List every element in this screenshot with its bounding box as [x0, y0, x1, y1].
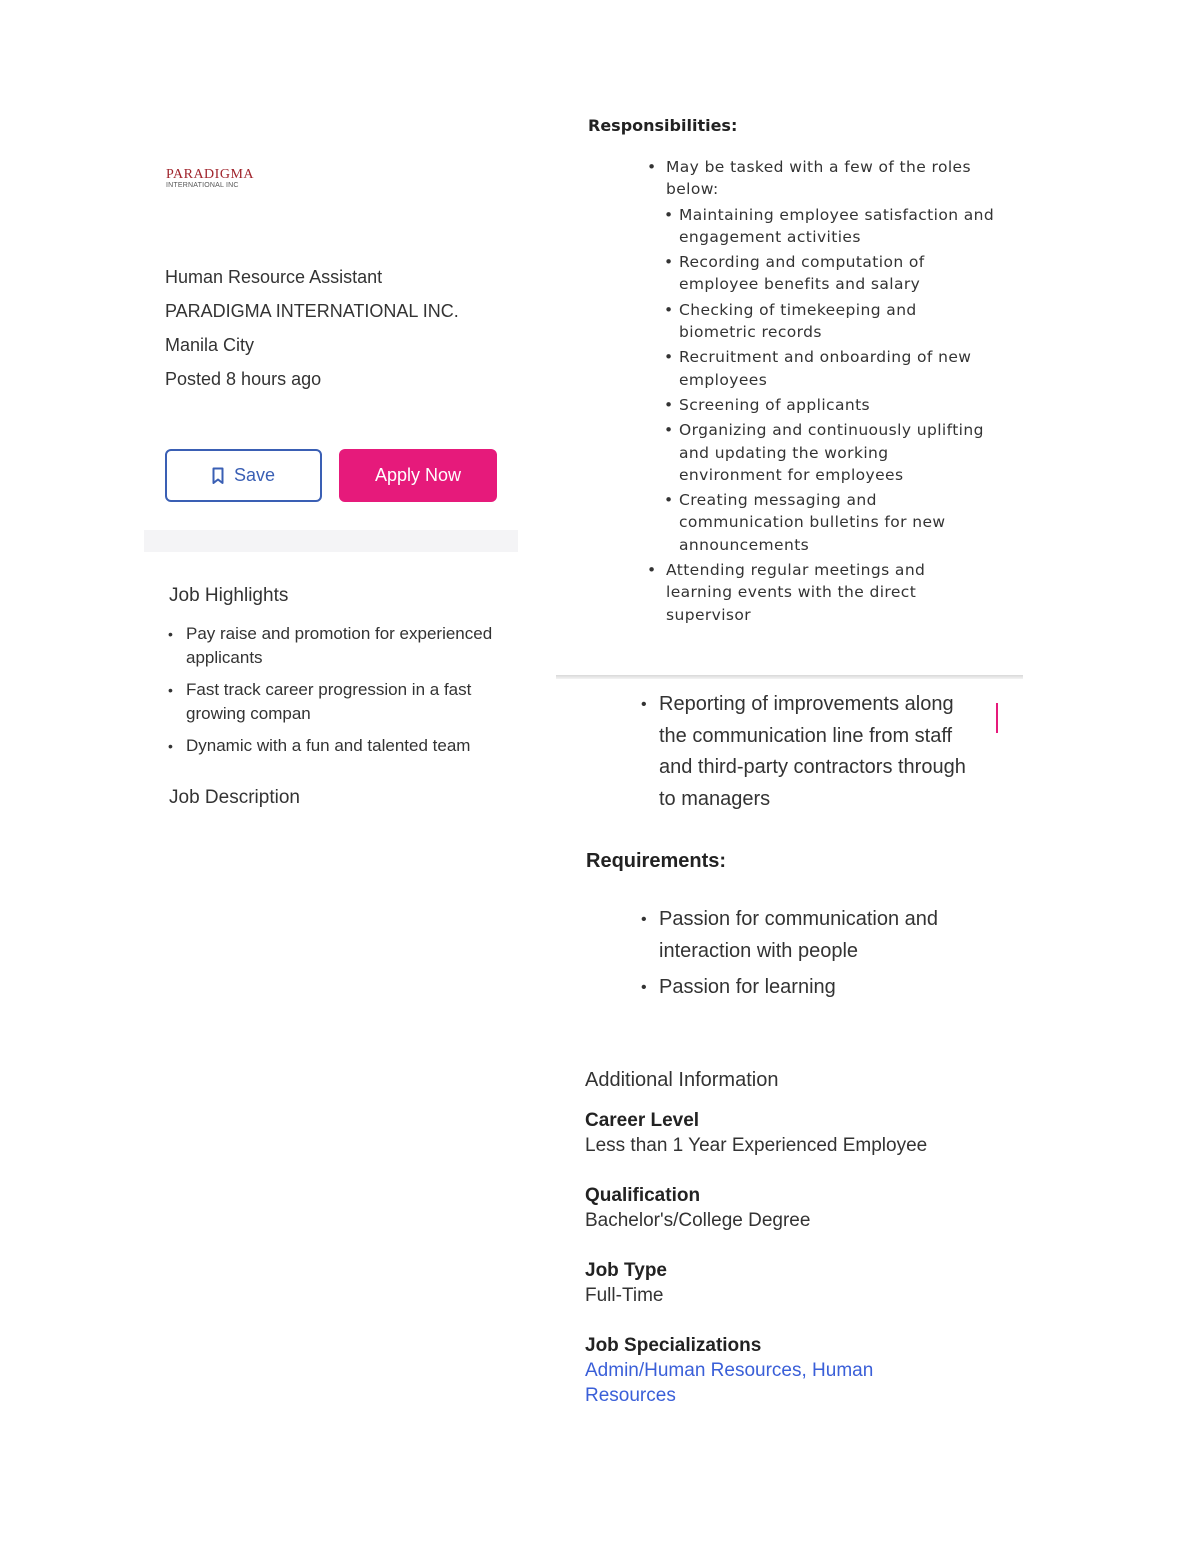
qualification-value: Bachelor's/College Degree — [585, 1210, 811, 1231]
job-title: Human Resource Assistant — [165, 267, 383, 287]
career-level-value: Less than 1 Year Experienced Employee — [585, 1135, 928, 1156]
list-item: • Checking of timekeeping and biometric records — [666, 299, 995, 344]
save-label: Save — [233, 465, 276, 485]
career-level-label: Career Level — [585, 1110, 700, 1131]
list-item: • Pay raise and promotion for experienced applicants — [165, 622, 515, 670]
list-item: • Passion for communication and interaction with people — [641, 904, 981, 967]
section-divider — [144, 530, 518, 552]
company-logo — [166, 167, 255, 192]
list-item: • Reporting of improvements along the communication line from staff and third-party contractors through to managers — [641, 689, 981, 815]
posted-time: Posted 8 hours ago — [165, 369, 322, 389]
responsibilities-intro: May be tasked with a few of the roles below: — [666, 158, 971, 199]
job-type-label: Job Type — [585, 1260, 667, 1281]
job-description-heading: Job Description — [169, 787, 300, 808]
list-item: • Maintaining employee satisfaction and engagement activities — [666, 204, 995, 249]
bookmark-icon — [212, 467, 224, 485]
text-cursor — [996, 703, 998, 733]
list-item: • Organizing and continuously uplifting and updating the working environment for employees — [666, 419, 995, 486]
list-item: • Passion for learning — [641, 972, 981, 1004]
list-item: • Attending regular meetings and learning events with the direct supervisor — [645, 559, 995, 626]
job-highlights-list — [165, 622, 515, 766]
requirements-list — [641, 904, 981, 1009]
requirements-heading: Requirements: — [586, 850, 727, 872]
logo-subtitle: INTERNATIONAL INC — [166, 182, 239, 189]
list-item: • Recording and computation of employee benefits and salary — [666, 251, 995, 296]
responsibilities-heading: Responsibilities: — [588, 116, 738, 135]
list-item — [645, 156, 995, 556]
reporting-list — [641, 689, 981, 820]
list-item: • Recruitment and onboarding of new employees — [666, 346, 995, 391]
additional-info-heading: Additional Information — [585, 1069, 779, 1091]
apply-now-button[interactable] — [339, 449, 497, 502]
screenshot-divider — [556, 675, 1023, 679]
job-location: Manila City — [165, 335, 255, 355]
responsibilities-list — [645, 156, 995, 629]
logo-name: PARADIGMA — [166, 167, 255, 182]
list-item: • Dynamic with a fun and talented team — [165, 734, 515, 758]
list-item: • Screening of applicants — [666, 394, 995, 416]
job-specializations-link[interactable]: Admin/Human Resources, Human Resources — [585, 1360, 874, 1406]
job-highlights-heading: Job Highlights — [169, 585, 289, 606]
job-type-value: Full-Time — [585, 1285, 664, 1306]
list-item: • Fast track career progression in a fast growing compan — [165, 678, 515, 726]
save-button[interactable] — [165, 449, 322, 502]
job-specializations-label: Job Specializations — [585, 1335, 762, 1356]
qualification-label: Qualification — [585, 1185, 701, 1206]
list-item: • Creating messaging and communication bulletins for new announcements — [666, 489, 995, 556]
company-name[interactable]: PARADIGMA INTERNATIONAL INC. — [165, 301, 459, 321]
apply-label: Apply Now — [374, 465, 462, 485]
